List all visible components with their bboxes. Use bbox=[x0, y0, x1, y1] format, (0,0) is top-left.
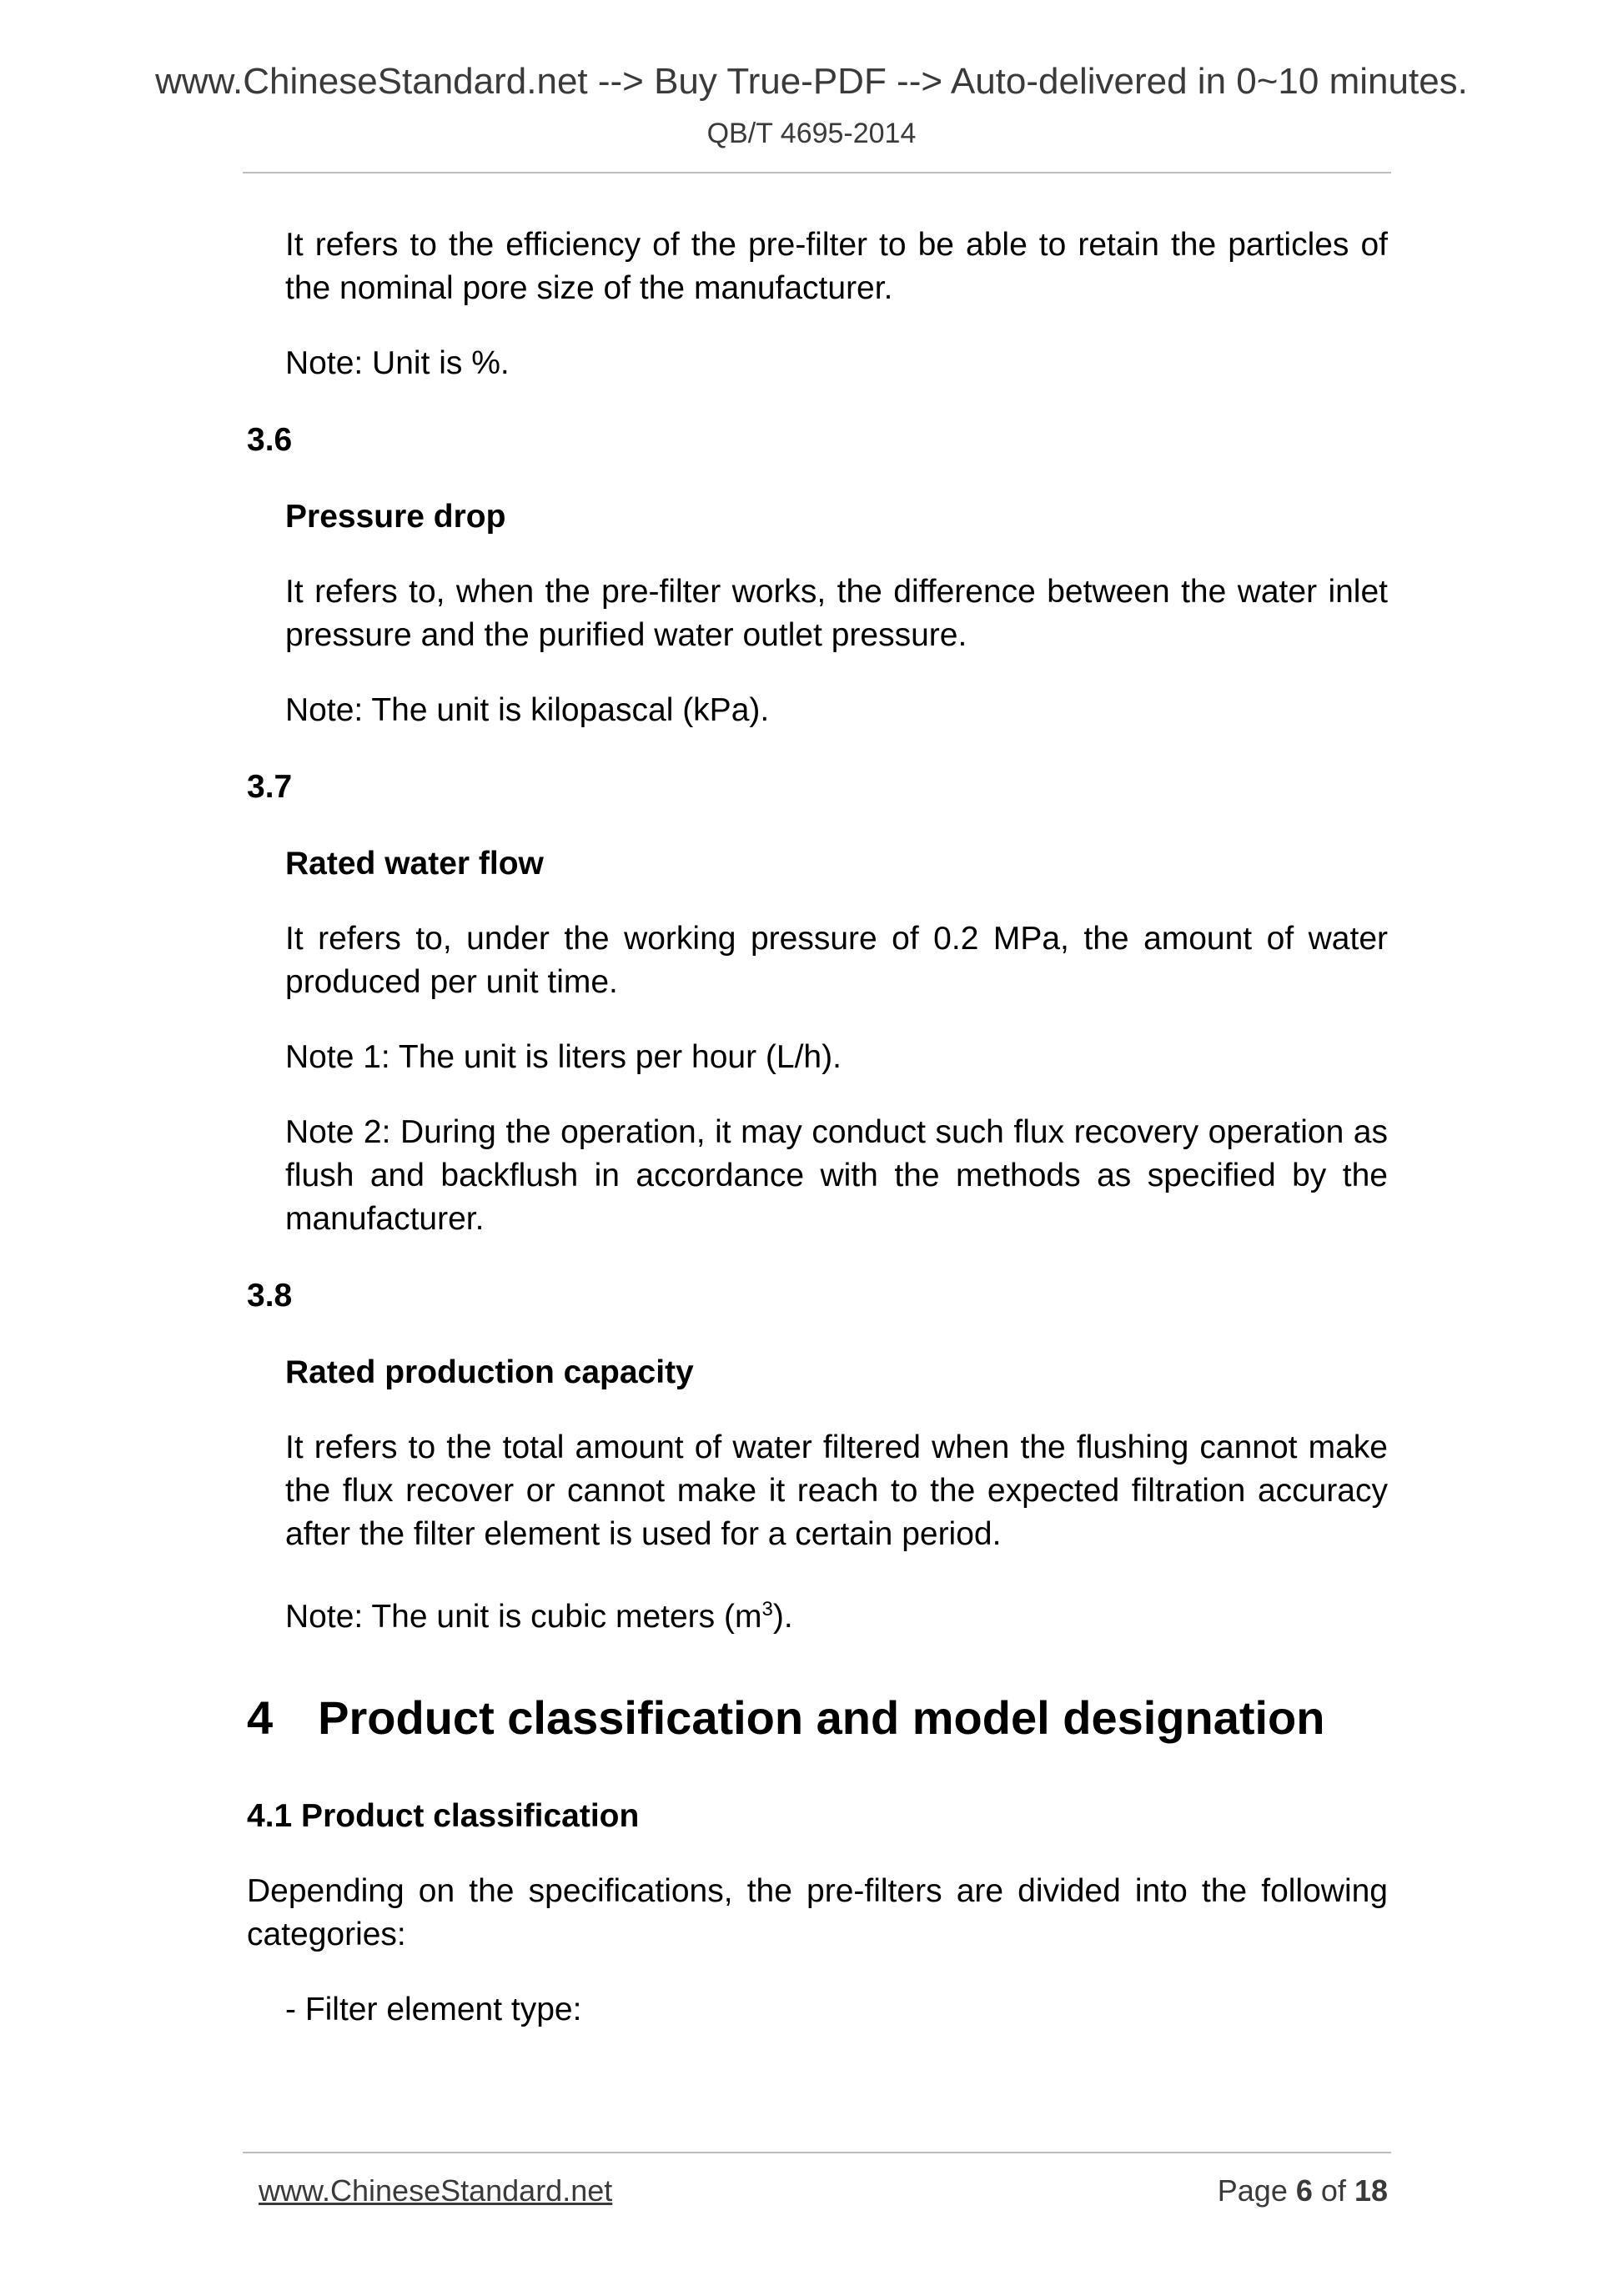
page-current: 6 bbox=[1295, 2173, 1313, 2208]
section-number-3-7: 3.7 bbox=[247, 769, 293, 805]
term-3-7: Rated water flow bbox=[285, 846, 544, 882]
superscript-3: 3 bbox=[761, 1598, 773, 1620]
note-3-8-close: ). bbox=[772, 1599, 793, 1635]
page-number bbox=[1218, 2173, 1388, 2208]
definition-3-5: It refers to the efficiency of the pre-filter to be able to retain the particles of the nominal pore size of the manufacturer. bbox=[285, 227, 1388, 306]
term-3-6: Pressure drop bbox=[285, 499, 506, 535]
page-total: 18 bbox=[1354, 2173, 1388, 2208]
note-2-3-7: Note 2: During the operation, it may conduct such flux recovery operation as flush and backflush in accordance with the methods as specified by the manufacturer. bbox=[285, 1114, 1388, 1237]
definition-3-6: It refers to, when the pre-filter works, the difference between the water inlet pressure and the purified water outlet pressure. bbox=[285, 574, 1388, 653]
note-3-8-text: Note: The unit is cubic meters (m bbox=[285, 1599, 762, 1635]
section-number-3-8: 3.8 bbox=[247, 1278, 293, 1314]
document-id: QB/T 4695-2014 bbox=[706, 118, 917, 149]
definition-3-7: It refers to, under the working pressure of 0.2 MPa, the amount of water produced per unit time. bbox=[285, 921, 1388, 1000]
term-3-8: Rated production capacity bbox=[285, 1354, 694, 1390]
page-prefix: Page bbox=[1217, 2173, 1288, 2208]
subsection-heading-4-1: 4.1 Product classification bbox=[247, 1798, 640, 1834]
section-title-4: Product classification and model designation bbox=[318, 1691, 1325, 1744]
definition-3-8: It refers to the total amount of water filtered when the flushing cannot make the flux recover or cannot make it reach to the expected filtration accuracy after the filter element is used for a certain period. bbox=[285, 1429, 1388, 1552]
note-1-3-7: Note 1: The unit is liters per hour (L/h). bbox=[285, 1039, 842, 1075]
note-3-5: Note: Unit is %. bbox=[285, 345, 510, 381]
page-of: of bbox=[1320, 2173, 1346, 2208]
note-3-6: Note: The unit is kilopascal (kPa). bbox=[285, 692, 770, 728]
list-item-filter-element-type: - Filter element type: bbox=[285, 1992, 582, 2027]
section-heading-4 bbox=[247, 1689, 1324, 1747]
paragraph-4-1: Depending on the specifications, the pre-filters are divided into the following categories: bbox=[247, 1873, 1388, 1952]
section-number-3-6: 3.6 bbox=[247, 422, 293, 458]
footer-website-link[interactable]: www.ChineseStandard.net bbox=[259, 2173, 613, 2208]
footer-divider bbox=[243, 2152, 1391, 2153]
section-number-4: 4 bbox=[247, 1691, 274, 1744]
header-banner: www.ChineseStandard.net --> Buy True-PDF --> Auto-delivered in 0~10 minutes. bbox=[155, 61, 1468, 102]
header-divider bbox=[243, 172, 1391, 173]
note-3-8 bbox=[285, 1588, 1388, 1639]
